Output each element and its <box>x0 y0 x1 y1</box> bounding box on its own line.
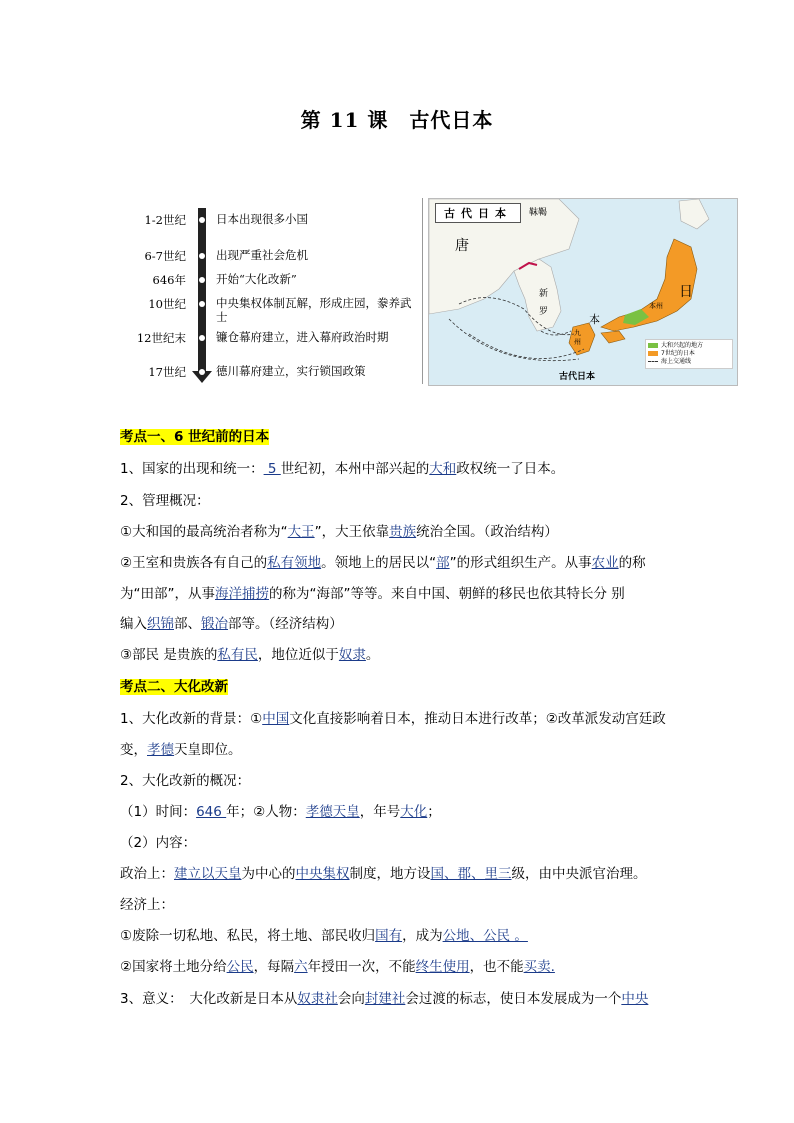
legend-item: 7世纪的日本 <box>648 350 730 358</box>
timeline-dot <box>199 217 205 223</box>
timeline-text: 日本出现很多小国 <box>216 212 308 226</box>
paragraph: ②王室和贵族各有自己的私有领地。领地上的居民以“部”的形式组织生产。从事农业的称 <box>120 555 646 571</box>
timeline-text: 中央集权体制瓦解，形成庄园，豢养武士 <box>216 296 412 324</box>
timeline-dot <box>199 277 205 283</box>
timeline-axis <box>198 208 206 373</box>
timeline-text: 出现严重社会危机 <box>216 248 308 262</box>
timeline-text: 德川幕府建立，实行锁国政策 <box>216 364 366 378</box>
section-heading: 考点二、大化改新 <box>120 679 228 695</box>
timeline-text: 开始“大化改新” <box>216 272 297 286</box>
timeline-year: 17世纪 <box>148 365 186 379</box>
map-label-benzhou: 本州 <box>649 302 663 310</box>
paragraph: 编入织锦部、锻冶部等。（经济结构） <box>120 616 343 632</box>
timeline-dot <box>199 301 205 307</box>
page-title: 第 11 课 古代日本 <box>300 108 494 132</box>
timeline-dot <box>199 253 205 259</box>
map-label-jiuzhou: 九州 <box>574 329 581 346</box>
paragraph: ③部民 是贵族的私有民，地位近似于奴隶。 <box>120 647 380 663</box>
paragraph: 为“田部”，从事海洋捕捞的称为“海部”等等。来自中国、朝鲜的移民也依其特长分 别 <box>120 586 625 602</box>
paragraph: 2、大化改新的概况： <box>120 773 251 789</box>
timeline-year: 646年 <box>152 273 186 287</box>
paragraph: 经济上： <box>120 897 174 913</box>
map-label-ri: 日 <box>679 284 693 300</box>
timeline-text: 镰仓幕府建立，进入幕府政治时期 <box>216 330 389 344</box>
paragraph: 2、管理概况： <box>120 493 210 509</box>
map-label-ben: 本 <box>589 313 600 326</box>
map-label-mohe: 靺鞨 <box>529 208 548 218</box>
timeline-year: 10世纪 <box>148 297 186 311</box>
map-caption: 古代日本 <box>559 372 596 382</box>
section-heading: 考点一、6 世纪前的日本 <box>120 429 270 445</box>
ancient-japan-map <box>428 198 738 386</box>
timeline-figure <box>120 198 423 384</box>
map-label-tang: 唐 <box>455 238 469 254</box>
map-legend <box>645 339 733 369</box>
paragraph: 1、大化改新的背景：①中国文化直接影响着日本，推动日本进行改革；②改革派发动宫廷政 <box>120 711 666 727</box>
paragraph: ①大和国的最高统治者称为“大王”，大王依靠贵族统治全国。（政治结构） <box>120 524 558 540</box>
paragraph: 1、国家的出现和统一： 5 世纪初，本州中部兴起的大和政权统一了日本。 <box>120 461 565 477</box>
paragraph: ②国家将土地分给公民，每隔六年授田一次，不能终生使用，也不能买卖. <box>120 959 555 975</box>
timeline-year: 6-7世纪 <box>144 249 186 263</box>
paragraph: （2）内容： <box>120 835 197 851</box>
paragraph: 政治上：建立以天皇为中心的中央集权制度，地方设国、郡、里三级，由中央派官治理。 <box>120 866 647 882</box>
timeline-dot <box>199 369 205 375</box>
paragraph: （1）时间：646 年；②人物：孝德天皇，年号大化； <box>120 804 441 820</box>
map-title: 古代日本 <box>435 203 521 223</box>
timeline-year: 1-2世纪 <box>144 213 186 227</box>
paragraph: 变，孝德天皇即位。 <box>120 742 242 758</box>
timeline-dot <box>199 335 205 341</box>
paragraph: 3、意义： 大化改新是日本从奴隶社会向封建社会过渡的标志，使日本发展成为一个中央 <box>120 991 649 1007</box>
legend-item: 海上交通线 <box>648 358 730 366</box>
paragraph: ①废除一切私地、私民，将土地、部民收归国有，成为公地、公民 。 <box>120 928 528 944</box>
timeline-year: 12世纪末 <box>136 331 186 345</box>
map-label-xinluo: 新罗 <box>539 289 549 317</box>
legend-item: 大和兴起的地方 <box>648 342 730 350</box>
